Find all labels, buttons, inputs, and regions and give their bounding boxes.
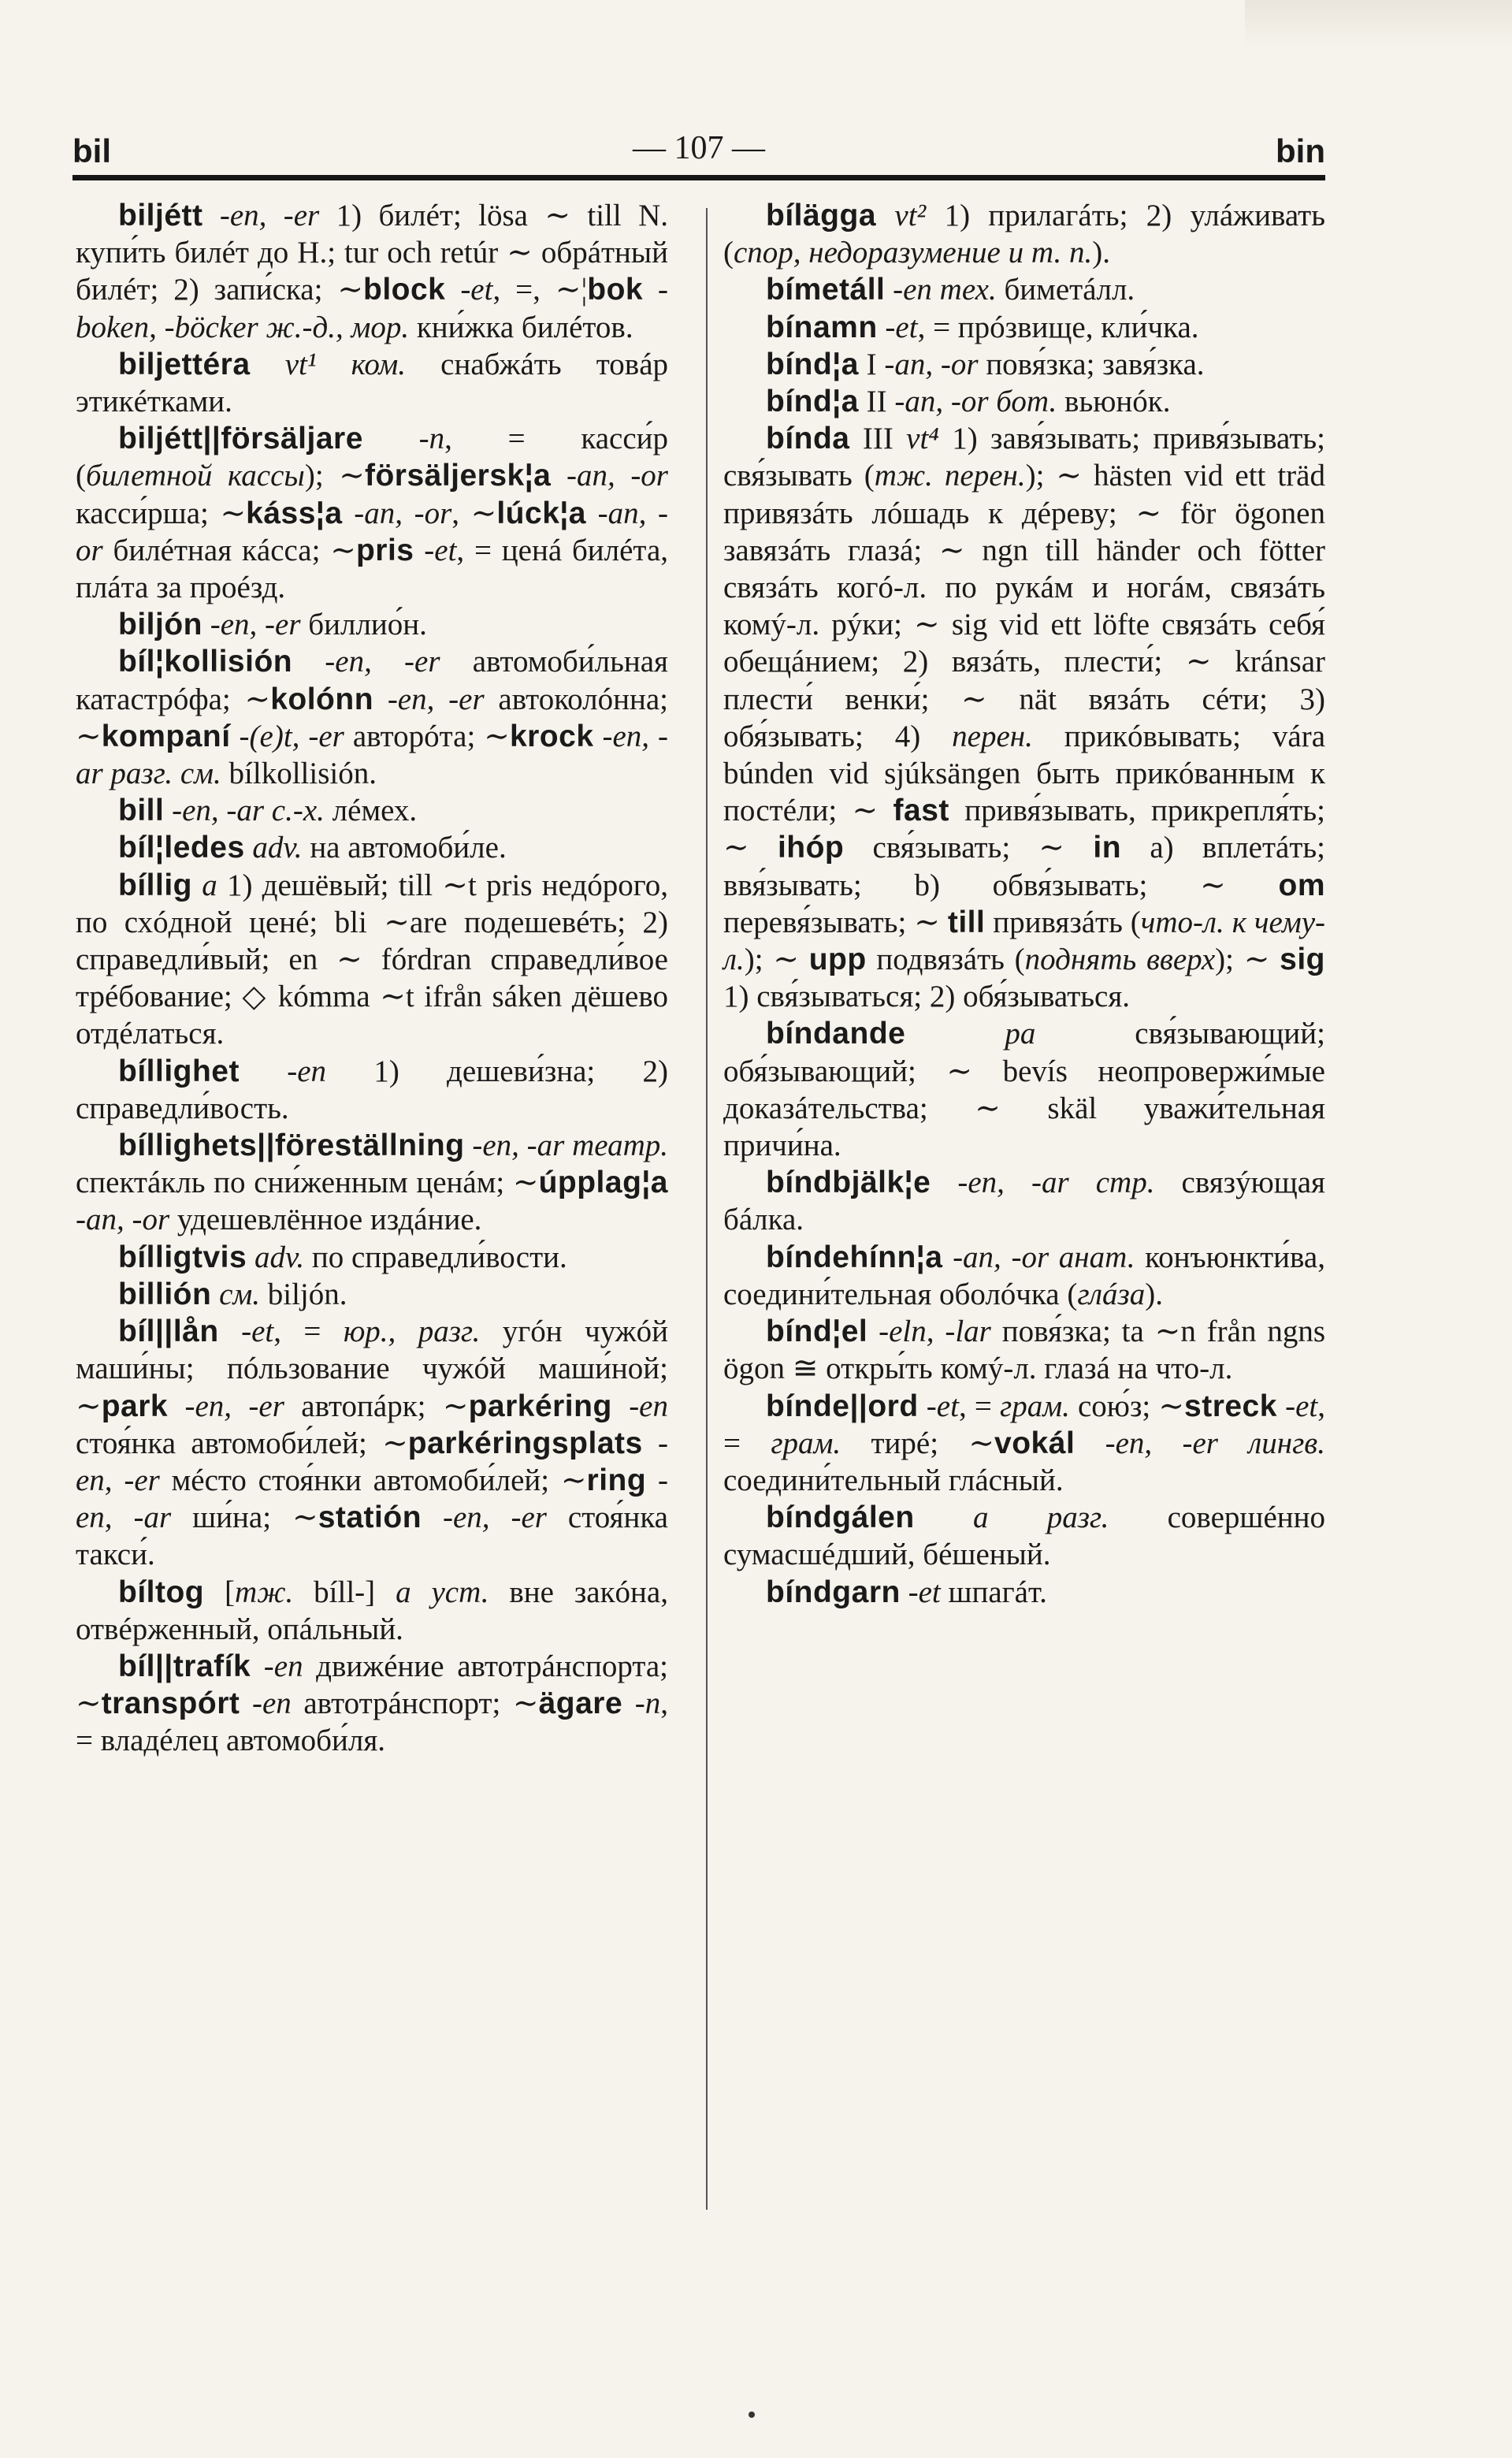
dictionary-entry: bíl||lån -et, = юр., разг. угóн чужóй маши́ны; пóльзование чужóй маши́ной; ∼park -en, -er автопáрк; ∼parkéring -en стоя́нка автомоби́лей; ∼parkéringsplats -en, -er мéсто стоя́нки автомоби́лей; ∼ring -en, -ar ши́на; ∼statión -en, -er стоя́нка такси́. <box>76 1315 668 1572</box>
dictionary-entry: biljétt -en, -er 1) билéт; lösa ∼ till N. купи́ть билéт до Н.; tur och retúr ∼ обрáтный билéт; 2) запи́ска; ∼block -et, =, ∼¦bok -boken, -böcker ж.-д., мор. кни́жка билéтов. <box>76 199 669 344</box>
dictionary-entry: bill -en, -ar с.-х. лéмех. <box>118 794 418 828</box>
right-column <box>723 197 1325 1611</box>
dictionary-entry: bíndgálen a разг. совершéнно сумасшéдший, бéшеный. <box>723 1500 1326 1572</box>
dictionary-entry: bíllig a 1) дешёвый; till ∼t pris недóрого, по схóдной ценé; bli ∼are подешевéть; 2) справедли́вый; en ∼ fórdran справедли́вое трéбование; ◇ kómma ∼t ifrån sáken дёшево отдéлаться. <box>76 868 669 1051</box>
dictionary-entry: bínd¦a I -an, -or повя́зка; завя́зка. <box>766 347 1205 381</box>
page-header <box>72 126 1325 173</box>
dictionary-entry: bíllighets||föreställning -en, -ar театр. спектáкль по сни́женным ценáм; ∼úpplag¦a -an, -or удешевлённое издáние. <box>76 1129 668 1237</box>
speck <box>749 2412 755 2418</box>
dictionary-entry: bílligtvis adv. по справедли́вости. <box>118 1240 567 1274</box>
dictionary-entry: bíl||trafík -en движéние автотрáнспорта; ∼transpórt -en автотрáнспорт; ∼ägare -n, = владéлец автомоби́ля. <box>76 1649 669 1758</box>
dictionary-entry: billión см. biljón. <box>118 1277 347 1311</box>
dictionary-entry: biljettéra vt¹ ком. снабжáть товáр этикéтками. <box>76 347 669 419</box>
page-number: — 107 — <box>633 130 765 166</box>
dictionary-entry: bínda III vt⁴ 1) завя́зывать; привя́зывать; свя́зывать (тж. перен.); ∼ hästen vid ett träd привязáть лóшадь к дéреву; ∼ för ögonen завязáть глазá; ∼ ngn till händer och fötter связáть когó-л. по рукáм и ногáм, связáть комý-л. рýки; ∼ sig vid ett löfte связáть себя́ обещáнием; 2) вязáть, плести́; ∼ kránsar плести́ венки́; ∼ nät вязáть сéти; 3) обя́зывать; 4) перен. прикóвывать; vára búnden vid sjúksängen быть прикóванным к постéли; ∼ fast привя́зывать, прикрепля́ть; ∼ ihóp свя́зывать; ∼ in a) вплетáть; ввя́зывать; b) обвя́зывать; ∼ om перевя́зывать; ∼ till привязáть (что-л. к чему-л.); ∼ upp подвязáть (поднять вверх); ∼ sig 1) свя́зываться; 2) обя́зываться. <box>723 422 1326 1014</box>
dictionary-entry: biljétt||försäljare -n, = касси́р (билетной кассы); ∼försäljersk¦a -an, -or касси́рша; ∼káss¦a -an, -or, ∼lúck¦a -an, -or билéтная кáсса; ∼pris -et, = ценá билéта, плáта за проéзд. <box>76 422 669 605</box>
dictionary-entry: biljón -en, -er биллио́н. <box>118 608 427 642</box>
dictionary-entry: bíl¦kollisión -en, -er автомоби́льная катастрóфа; ∼kolónn -en, -er автоколóнна; ∼kompaní -(e)t, -er авторóта; ∼krock -en, -ar разг. см. bílkollisión. <box>76 645 669 791</box>
dictionary-entry: bíndande pa свя́зывающий; обя́зывающий; ∼ bevís неопровержи́мые доказáтельства; ∼ skäl уважи́тельная причи́на. <box>723 1017 1325 1163</box>
dictionary-entry: bíltog [тж. bíll-] a уст. вне закóна, отвéрженный, опáльный. <box>76 1575 668 1646</box>
column-divider <box>706 208 708 2210</box>
dictionary-entry: bíndehínn¦a -an, -or анат. конъюнкти́ва, соедини́тельная оболóчка (глáза). <box>723 1240 1325 1311</box>
dictionary-entry: bíl¦ledes adv. на автомоби́ле. <box>118 831 507 865</box>
dictionary-entry: bínamn -et, = прóзвище, кли́чка. <box>766 310 1199 344</box>
dictionary-entry: bíllighet -en 1) дешеви́зна; 2) справедли́вость. <box>76 1054 668 1125</box>
dictionary-entry: bínd¦a II -an, -or бот. вьюнóк. <box>766 385 1171 419</box>
guide-word-left: bil <box>72 132 111 169</box>
dictionary-entry: bíndbjälk¦e -en, -ar стр. связýющая бáлка. <box>723 1166 1325 1237</box>
left-column <box>76 197 668 1760</box>
header-rule <box>72 175 1325 180</box>
guide-word-right: bin <box>1276 132 1325 169</box>
dictionary-entry: bínd¦el -eln, -lar повя́зка; ta ∼n från ngns ögon ≅ откры́ть комý-л. глазá на что-л. <box>723 1315 1325 1386</box>
dictionary-entry: bímetáll -en тех. биметáлл. <box>766 273 1135 307</box>
dictionary-entry: bíndgarn -et шпагáт. <box>766 1575 1047 1609</box>
paper-stain <box>1245 0 1512 47</box>
dictionary-entry: bínde||ord -et, = грам. сою́з; ∼streck -et, = грам. тирé; ∼vokál -en, -er лингв. соедини́тельный глáсный. <box>723 1389 1325 1497</box>
dictionary-entry: bílägga vt² 1) прилагáть; 2) улáживать (спор, недоразумение и т. п.). <box>723 199 1326 270</box>
